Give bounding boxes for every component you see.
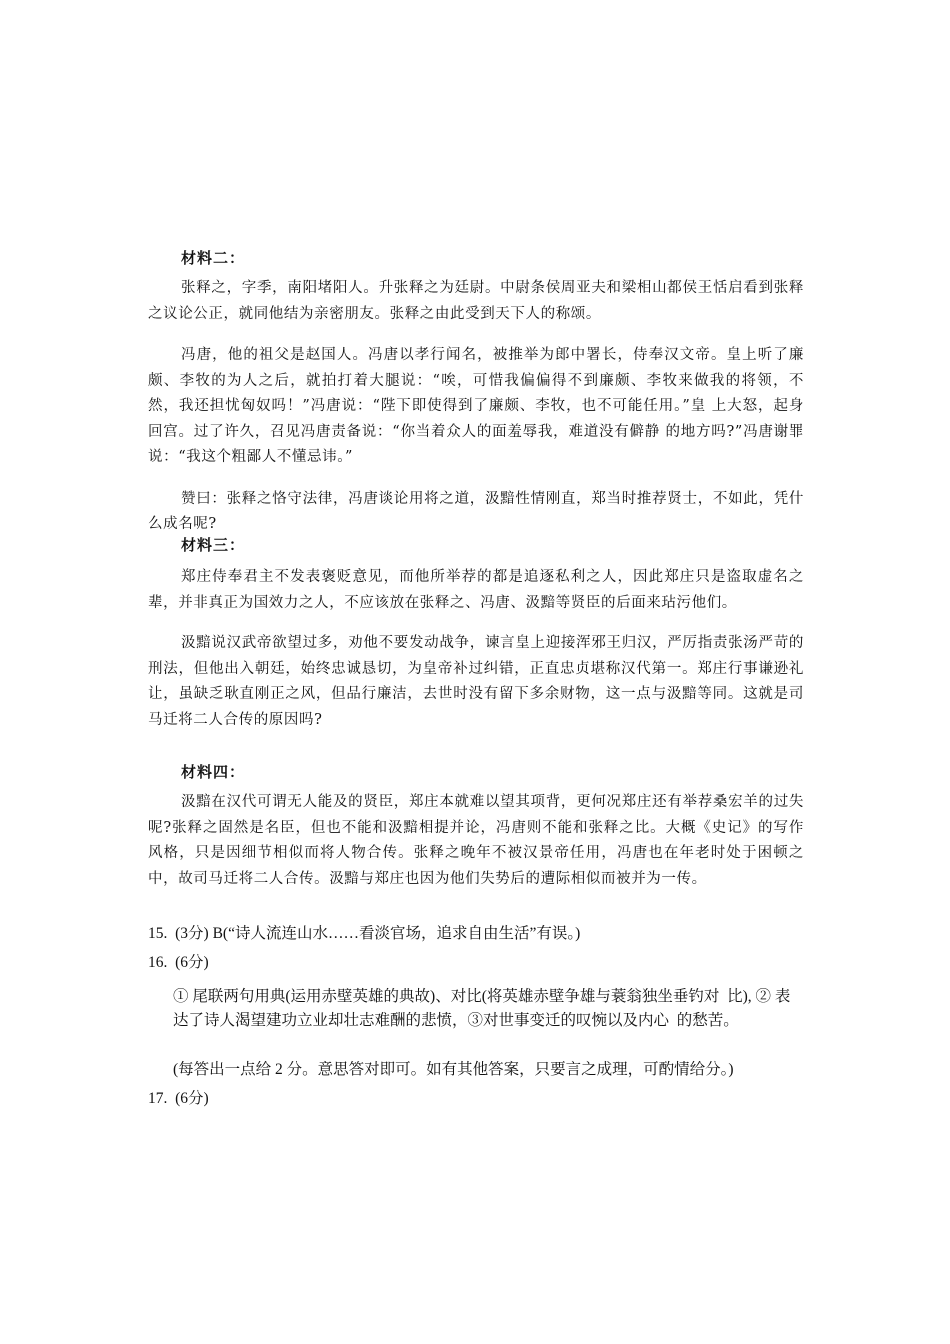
paragraph-zan-yue: 赞曰：张释之恪守法律，冯唐谈论用将之道，汲黯性情刚直，郑当时推荐贤士，不如此，凭什么成名呢? bbox=[148, 490, 804, 532]
material-two-body bbox=[148, 276, 804, 538]
material-two-heading: 材料二： bbox=[181, 249, 246, 267]
answer-17-header: 17. (6分) bbox=[148, 1090, 209, 1107]
paragraph-zheng-zhuang: 郑庄侍奉君主不发表褒贬意见，而他所举荐的都是追逐私利之人，因此郑庄只是盗取虚名之辈，并非真正为国效力之人，不应该放在张释之、冯唐、汲黯等贤臣的后面来玷污他们。 bbox=[148, 569, 804, 611]
answer-15: 15. (3分) B(“诗人流连山水……看淡官场，追求自由生活”有误。) bbox=[148, 925, 581, 942]
paragraph-feng-tang: 冯唐，他的祖父是赵国人。冯唐以孝行闻名，被推举为郎中署长，侍奉汉文帝。皇上听了廉颇、李牧的为人之后，就拍打着大腿说：“唉，可惜我偏偏得不到廉颇、李牧来做我的将领，不然，我还担忧匈奴吗！”冯唐说：“陛下即使得到了廉颇、李牧，也不可能任用。”皇 上大怒，起身回宫。过了许久，召见冯唐责备说：“你当着众人的面羞辱我，难道没有僻静 的地方吗?”冯唐谢罪说：“我这个粗鄙人不懂忌讳。” bbox=[148, 347, 804, 465]
paragraph-ji-an-comparison: 汲黯在汉代可谓无人能及的贤臣，郑庄本就难以望其项背，更何况郑庄还有举荐桑宏羊的过失呢?张释之固然是名臣，但也不能和汲黯相提并论，冯唐则不能和张释之比。大概《史记》的写作风格，只是因细节相似而将人物合传。张释之晚年不被汉景帝任用，冯唐也在年老时处于困顿之中，故司马迁将二人合传。汲黯与郑庄也因为他们失势后的遭际相似而被并为一传。 bbox=[148, 794, 804, 887]
material-four-heading: 材料四： bbox=[181, 763, 246, 781]
material-three-heading: 材料三： bbox=[181, 536, 246, 554]
answer-16-header: 16. (6分) bbox=[148, 954, 209, 971]
answer-16-detail: ① 尾联两句用典(运用赤壁英雄的典故)、对比(将英雄赤壁争雄与蓑翁独坐垂钓对 比), ② 表达了诗人渴望建功立业却壮志难酬的悲愤，③对世事变迁的叹惋以及内心 的愁苦。 bbox=[173, 988, 791, 1029]
paragraph-ji-an: 汲黯说汉武帝欲望过多，劝他不要发动战争，谏言皇上迎接浑邪王归汉，严厉指责张汤严苛的刑法，但他出入朝廷，始终忠诚恳切，为皇帝补过纠错，正直忠贞堪称汉代第一。郑庄行事谦逊礼让，虽缺乏耿直刚正之风，但品行廉洁，去世时没有留下多余财物，这一点与汲黯等同。这就是司马迁将二人合传的原因吗? bbox=[148, 635, 804, 728]
paragraph-zhang-shizhi: 张释之，字季，南阳堵阳人。升张释之为廷尉。中尉条侯周亚夫和梁相山都侯王恬启看到张释之议论公正，就同他结为亲密朋友。张释之由此受到天下人的称颂。 bbox=[148, 280, 804, 322]
answer-16-scoring-note: (每答出一点给 2 分。意思答对即可。如有其他答案，只要言之成理，可酌情给分。) bbox=[173, 1061, 734, 1078]
material-four-body bbox=[148, 790, 804, 892]
material-three-body bbox=[148, 565, 804, 733]
